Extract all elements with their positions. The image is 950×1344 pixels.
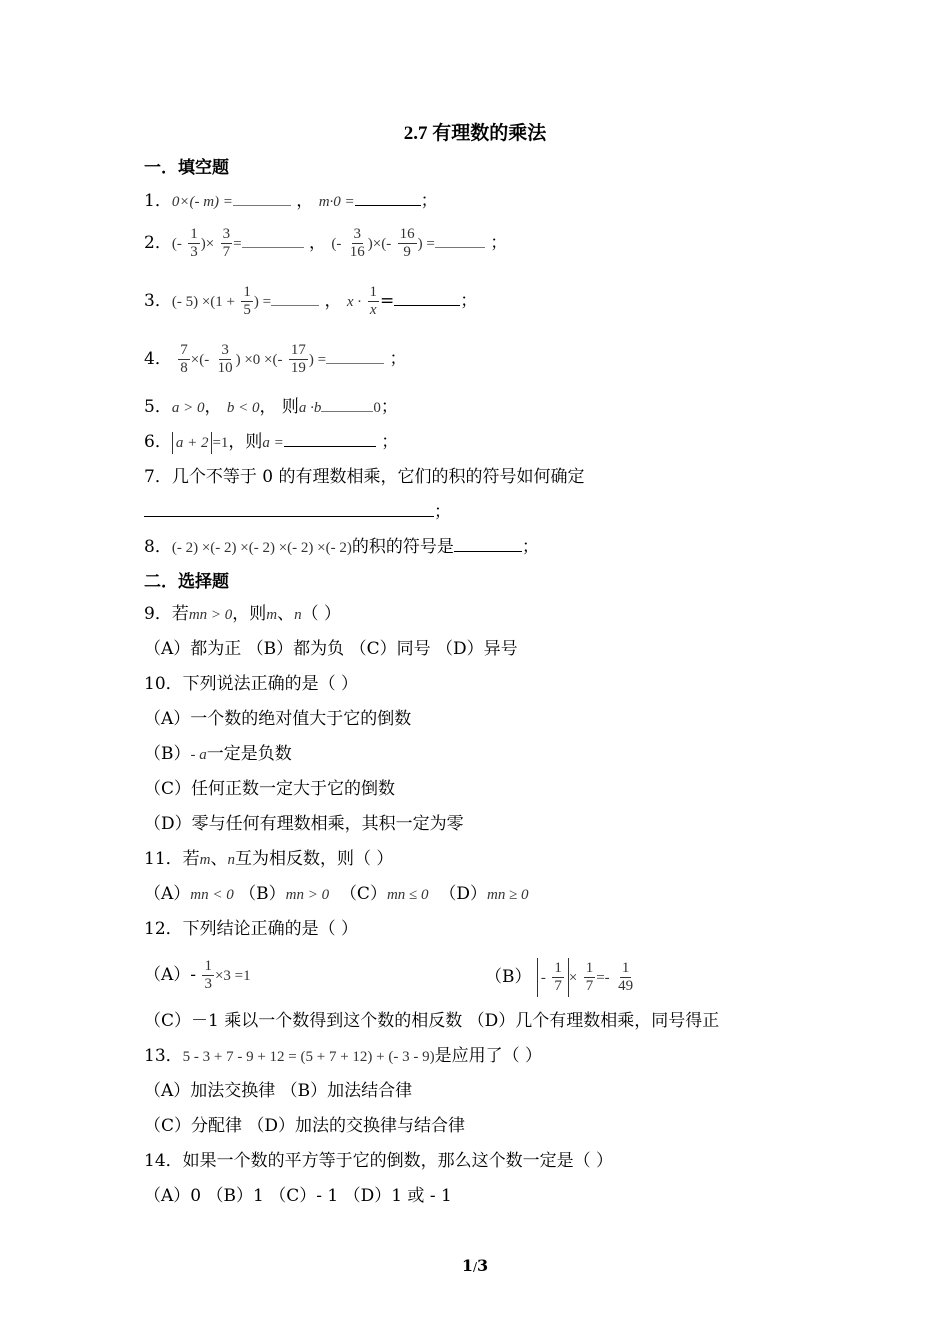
question-11-options: （A）mn < 0 （B）mn > 0 （C）mn ≤ 0 （D）mn ≥ 0 [144,884,529,904]
question-1: 1．0×(- m) = ， m·0 = ； [144,191,438,211]
question-3: 3．(- 5) ×(1 + $\frac{1}{5}$ ) = ， x · $\frac{1}{x}$ = ； [144,284,478,318]
question-10-option-c: （C）任何正数一定大于它的倒数 [144,779,396,799]
question-11: 11．若m、n互为相反数，则（ ） [144,849,394,869]
question-7-answer: ； [144,501,451,523]
question-14-options: （A）0 （B）1 （C）- 1 （D）1 或 - 1 [144,1186,452,1206]
page-title: 2.7 有理数的乘法 [403,123,547,144]
question-12-options-cd: （C）－1 乘以一个数得到这个数的相反数 （D）几个有理数相乘，同号得正 [144,1011,720,1031]
question-10: 10．下列说法正确的是（ ） [144,674,359,694]
question-13-options-ab: （A）加法交换律 （B）加法结合律 [144,1081,413,1101]
question-2: 2．(- $\frac{1}{3}$ )× $\frac{3}{7}$ = ， (- $\frac{3}{16}$ )×(- $\frac{16}{9}$ ) = ； [144,226,508,260]
question-14: 14．如果一个数的平方等于它的倒数，那么这个数一定是（ ） [144,1151,614,1171]
question-10-option-a: （A）一个数的绝对值大于它的倒数 [144,709,412,729]
question-9-options: （A）都为正 （B）都为负 （C）同号 （D）异号 [144,639,518,659]
question-12-option-a: （A）- $\frac{1}{3}$ ×3 =1 [144,958,251,992]
page-number: 1/3 [461,1256,489,1275]
question-13: 13．5 - 3 + 7 - 9 + 12 = (5 + 7 + 12) + (- 3 - 9)是应用了（ ） [144,1046,543,1066]
question-13-options-cd: （C）分配律 （D）加法的交换律与结合律 [144,1116,466,1136]
question-6: 6． a + 2 =1，则a = ； [144,432,399,452]
question-12: 12．下列结论正确的是（ ） [144,919,359,939]
section-multiple-choice: 二．选择题 [144,572,229,592]
section-fill-blank: 一．填空题 [144,158,229,178]
question-8: 8．(- 2) ×(- 2) ×(- 2) ×(- 2) ×(- 2)的积的符号是 ； [144,537,539,557]
question-5: 5．a > 0， b < 0， 则a ·b 0； [144,397,398,417]
question-12-option-b: （B） - $\frac{1}{7}$ × $\frac{1}{7}$ =- $\frac{1}{49}$ [485,958,636,997]
question-4: 4． $\frac{7}{8}$ ×(- $\frac{3}{10}$ ) ×0 ×(- $\frac{17}{19}$ ) = ； [144,342,407,376]
question-7: 7．几个不等于 0 的有理数相乘，它们的积的符号如何确定 [144,467,585,487]
question-10-option-d: （D）零与任何有理数相乘，其积一定为零 [144,814,464,834]
question-9: 9．若mn > 0，则m、n（ ） [144,604,342,624]
question-10-option-b: （B）- a一定是负数 [144,744,292,764]
